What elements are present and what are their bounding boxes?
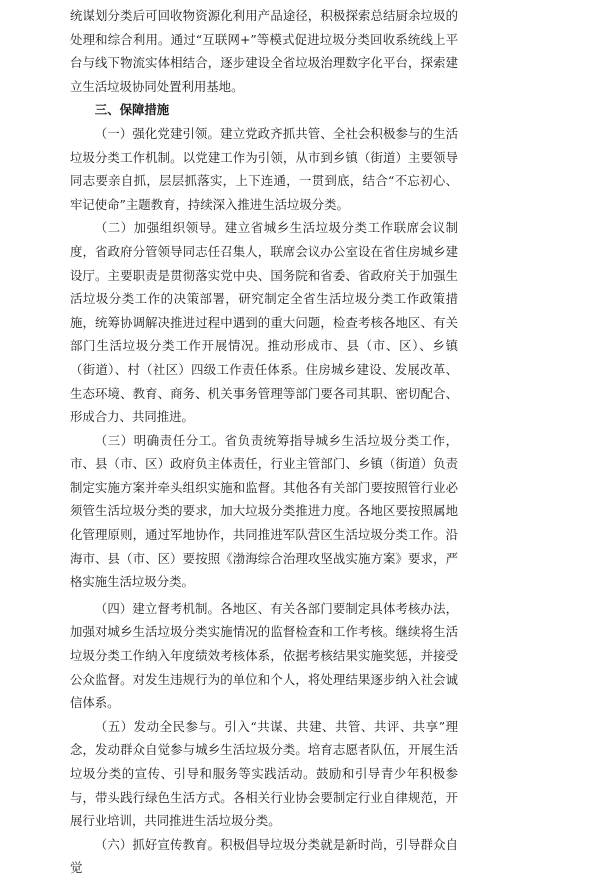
paragraph-2: （二）加强组织领导。建立省城乡生活垃圾分类工作联席会议制度，省政府分管领导同志任召集人，联席会议办公室设在省住房城乡建设厅。主要职责是贯彻落实党中央、国务院和省委、省政府关于加强生活垃圾分类工作的决策部署，研究制定全省生活垃圾分类工作政策措施，统筹协调解决推进过程中遇到的重大问题，检查考核各地区、有关部门生活垃圾分类工作开展情况。推动形成市、县（市、区）、乡镇（街道）、村（社区）四级工作责任体系。住房城乡建设、发展改革、生态环境、教育、商务、机关事务管理等部门要各司其职、密切配合、形成合力、共同推进。 <box>70 220 458 425</box>
document-body <box>70 4 458 880</box>
lead-paragraph: 统谋划分类后可回收物资源化利用产品途径，积极探索总结厨余垃圾的处理和综合利用。通过“互联网+”等模式促进垃圾分类回收系统线上平台与线下物流实体相结合，逐步建设全省垃圾治理数字化平台，探索建立生活垃圾协同处置利用基地。 <box>70 8 458 94</box>
paragraph-1: （一）强化党建引领。建立党政齐抓共管、全社会积极参与的生活垃圾分类工作机制。以党建工作为引领，从市到乡镇（街道）主要领导同志要亲自抓，层层抓落实，上下连通，一贯到底，结合“不忘初心、牢记使命”主题教育，持续深入推进生活垃圾分类。 <box>70 125 458 212</box>
paragraph-6: （六）抓好宣传教育。积极倡导垃圾分类就是新时尚，引导群众自觉 <box>70 836 458 876</box>
section-heading: 三、保障措施 <box>94 102 170 118</box>
paragraph-3: （三）明确责任分工。省负责统筹指导城乡生活垃圾分类工作，市、县（市、区）政府负主体责任，行业主管部门、乡镇（街道）负责制定实施方案并牵头组织实施和监督。其他各有关部门要按照管行业必须管生活垃圾分类的要求，加大垃圾分类推进力度。各地区要按照属地化管理原则，通过军地协作，共同推进军队营区生活垃圾分类工作。沿海市、县（市、区）要按照《渤海综合治理攻坚战实施方案》要求，严格实施生活垃圾分类。 <box>70 432 458 590</box>
paragraph-5: （五）发动全民参与。引入“共谋、共建、共管、共评、共享”理念，发动群众自觉参与城乡生活垃圾分类。培育志愿者队伍，开展生活垃圾分类的宣传、引导和服务等实践活动。鼓励和引导青少年积极参与，带头践行绿色生活方式。各相关行业协会要制定行业自律规范，开展行业培训，共同推进生活垃圾分类。 <box>70 718 458 829</box>
paragraph-4: （四）建立督考机制。各地区、有关各部门要制定具体考核办法，加强对城乡生活垃圾分类实施情况的监督检查和工作考核。继续将生活垃圾分类工作纳入年度绩效考核体系，依据考核结果实施奖惩，并接受公众监督。对发生违规行为的单位和个人，将处理结果逐步纳入社会诚信体系。 <box>70 600 458 711</box>
